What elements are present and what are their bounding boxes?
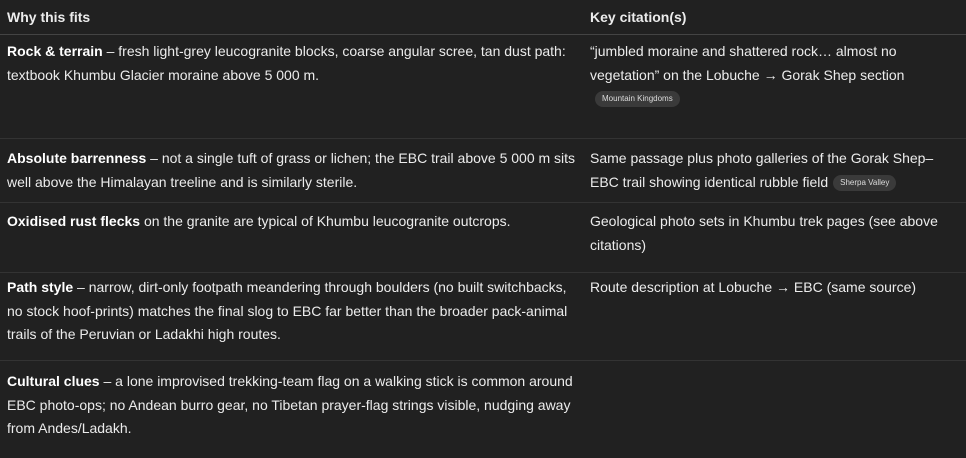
reason-cell xyxy=(0,139,583,203)
source-pill-sherpa-valley[interactable]: Sherpa Valley xyxy=(833,175,896,191)
reason-text: on the granite are typical of Khumbu leucogranite outcrops. xyxy=(140,213,511,229)
table-row xyxy=(0,139,966,203)
reason-lead: Path style xyxy=(7,279,74,295)
citation-text: Same passage plus photo galleries of the Gorak Shep–EBC trail showing identical rubble field xyxy=(590,150,934,190)
citation-cell xyxy=(583,273,966,361)
citation-text: Geological photo sets in Khumbu trek pages (see above citations) xyxy=(590,213,938,253)
reason-cell xyxy=(0,273,583,361)
table-row xyxy=(0,203,966,273)
citation-cell xyxy=(583,35,966,139)
reason-lead: Cultural clues xyxy=(7,373,100,389)
reason-lead: Oxidised rust flecks xyxy=(7,213,141,229)
reason-cell xyxy=(0,361,583,451)
table-row xyxy=(0,273,966,361)
citation-cell xyxy=(583,139,966,203)
reason-text: – narrow, dirt-only footpath meandering through boulders (no built switchbacks, no stock hoof-prints) matches the final slog to EBC far better than the broader pack-animal trails of the Peruvian or Ladakhi high routes. xyxy=(7,279,568,342)
reason-cell xyxy=(0,35,583,139)
table-row xyxy=(0,361,966,451)
table-header-row xyxy=(0,0,966,35)
reason-lead: Rock & terrain xyxy=(7,43,103,59)
table-row xyxy=(0,35,966,139)
header-why-this-fits: Why this fits xyxy=(0,0,583,35)
reason-lead: Absolute barrenness xyxy=(7,150,147,166)
citation-cell xyxy=(583,203,966,273)
citation-text: Route description at Lobuche → EBC (same source) xyxy=(590,279,917,295)
reason-text: – fresh light-grey leucogranite blocks, coarse angular scree, tan dust path: textbook Khumbu Glacier moraine above 5 000 m. xyxy=(7,43,566,83)
reason-text: – a lone improvised trekking-team flag on a walking stick is common around EBC photo-ops; no Andean burro gear, no Tibetan prayer-flag strings visible, nudging away from Andes/Ladakh. xyxy=(7,373,573,436)
source-pill-mountain-kingdoms[interactable]: Mountain Kingdoms xyxy=(595,91,680,107)
header-key-citations: Key citation(s) xyxy=(583,0,966,35)
reason-cell xyxy=(0,203,583,273)
citation-cell xyxy=(583,361,966,451)
reason-text: – not a single tuft of grass or lichen; the EBC trail above 5 000 m sits well above the Himalayan treeline and is similarly sterile. xyxy=(7,150,576,190)
citation-text: “jumbled moraine and shattered rock… almost no vegetation” on the Lobuche → Gorak Shep section xyxy=(590,43,905,83)
